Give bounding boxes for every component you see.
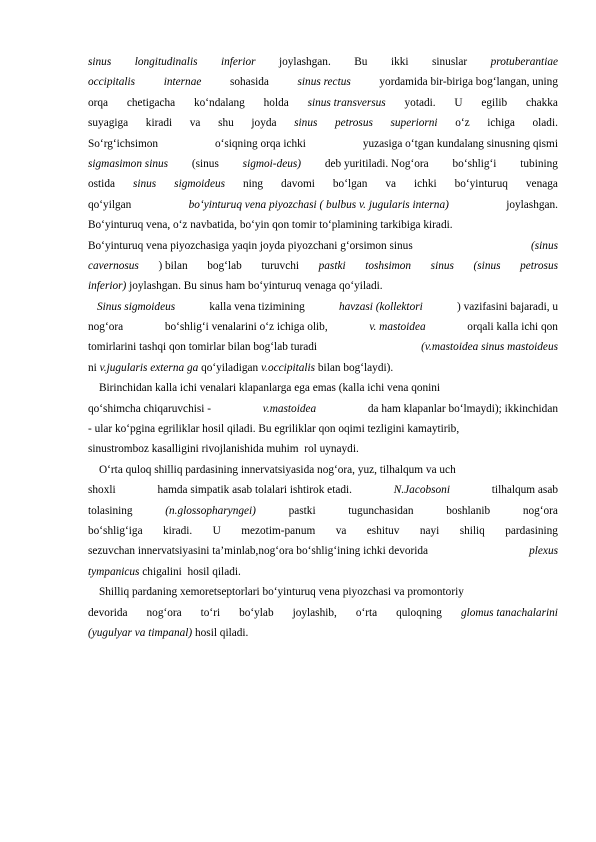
text-segment: o‘siqning orqa ichki xyxy=(214,137,306,150)
italic-term: sinus xyxy=(294,117,318,130)
text-line xyxy=(88,419,558,439)
text-segment: orqa xyxy=(88,96,109,109)
text-segment: sinustromboz kasalligini rivojlanishida muhim rol uynaydi. xyxy=(88,443,359,456)
text-segment: shoxli xyxy=(88,484,116,497)
text-segment: tubining xyxy=(520,157,558,170)
text-segment: kiradi xyxy=(145,117,173,130)
text-line xyxy=(88,337,558,357)
text-segment: suyagiga xyxy=(88,117,129,130)
text-segment: bo‘shlig‘i venalarini o‘z ichiga olib, xyxy=(164,321,328,334)
text-segment: qo‘shimcha chiqaruvchisi - xyxy=(88,402,211,415)
text-segment: Bo‘yinturuq vena piyozchasiga yaqin joyda piyozchani g‘orsimon sinus xyxy=(88,239,413,252)
text-segment: tolasining xyxy=(88,504,133,517)
italic-term: occipitalis xyxy=(88,76,136,89)
italic-term: pastki xyxy=(318,259,346,272)
italic-term: (sinus xyxy=(531,239,558,252)
italic-term: (yugulyar va timpanal) xyxy=(88,626,193,639)
italic-term: glomus tanachalarini xyxy=(460,606,558,619)
text-line xyxy=(88,460,558,480)
italic-term: toshsimon xyxy=(365,259,412,272)
text-segment: Birinchidan kalla ichi venalari klapanlarga ega emas (kalla ichi vena qonini xyxy=(99,382,441,395)
text-line xyxy=(88,582,558,602)
text-segment: o‘z xyxy=(455,117,470,130)
italic-term: sinus xyxy=(430,259,454,272)
italic-term: inferior xyxy=(220,56,256,68)
text-segment: sinuslar xyxy=(432,56,468,68)
text-line xyxy=(88,297,558,317)
text-line xyxy=(88,623,558,643)
text-segment: hamda simpatik asab tolalari ishtirok etadi. xyxy=(157,484,352,497)
text-segment: to‘ri xyxy=(200,606,221,619)
text-line xyxy=(88,541,558,561)
text-segment: ning xyxy=(242,178,264,191)
text-segment: yuzasiga o‘tgan kundalang sinusning qismi xyxy=(362,137,558,150)
text-line xyxy=(88,276,558,296)
text-segment: joylashgan. xyxy=(279,56,331,68)
text-segment: venaga xyxy=(525,178,558,191)
text-line xyxy=(88,521,558,541)
text-line xyxy=(88,603,558,623)
text-line xyxy=(88,52,558,72)
text-segment: bo‘lgan xyxy=(332,178,368,191)
text-segment: devorida xyxy=(88,606,128,619)
italic-term: v.occipitalis xyxy=(261,361,316,374)
text-segment: - ular ko‘pgina egriliklar hosil qiladi. Bu egriliklar qon oqimi tezligini kamaytirib, xyxy=(88,423,460,436)
italic-term: (v.mastoidea sinus mastoideus xyxy=(421,341,558,354)
text-line xyxy=(88,256,558,276)
italic-term: Sinus sigmoideus xyxy=(97,300,176,313)
text-segment: sezuvchan innervatsiyasini ta’minlab,nog‘ora bo‘shlig‘ining ichki devorida xyxy=(88,545,429,558)
text-segment: O‘rta quloq shilliq pardasining innervatsiyasida nog‘ora, yuz, tilhalqum va uch xyxy=(99,463,456,476)
text-segment: nayi xyxy=(419,524,440,537)
text-segment: ko‘ndalang xyxy=(194,96,245,109)
text-line xyxy=(88,317,558,337)
text-segment: ichki xyxy=(414,178,437,191)
text-line xyxy=(88,154,558,174)
text-segment: bilan bog‘laydi). xyxy=(315,361,394,374)
italic-term: (n.glossopharyngei) xyxy=(165,504,256,517)
text-segment: joylashgan. Bu sinus ham bo‘yinturuq venaga qo‘yiladi. xyxy=(126,280,383,293)
text-segment: va xyxy=(385,178,397,191)
italic-term: havzasi (kollektori xyxy=(338,300,423,313)
text-segment: hosil qiladi. xyxy=(192,626,249,639)
text-segment: holda xyxy=(263,96,289,109)
italic-term: sigmasimon sinus xyxy=(88,157,169,170)
text-segment: ) vazifasini bajaradi, u xyxy=(457,300,558,313)
text-segment: quloqning xyxy=(396,606,442,619)
text-segment: bo‘shlig‘iga xyxy=(88,524,143,537)
text-segment: bo‘shlig‘i xyxy=(452,157,497,170)
text-segment: ) bilan xyxy=(158,259,188,272)
text-line xyxy=(88,215,558,235)
text-segment: chakka xyxy=(525,96,558,109)
italic-term: plexus xyxy=(529,545,558,558)
text-segment: da ham klapanlar bo‘lmaydi); ikkinchidan xyxy=(367,402,558,415)
italic-term: sinus transversus xyxy=(307,96,386,109)
italic-term: tympanicus xyxy=(88,565,140,578)
text-segment: o‘rta xyxy=(355,606,378,619)
text-segment: va xyxy=(335,524,347,537)
italic-term: (sinus xyxy=(473,259,501,272)
italic-term: protuberantiae xyxy=(490,56,558,68)
text-segment: ikki xyxy=(390,56,409,68)
italic-term: cavernosus xyxy=(88,259,139,272)
italic-term: inferior) xyxy=(88,280,127,293)
text-line xyxy=(88,562,558,582)
text-segment: (sinus xyxy=(191,157,219,170)
text-segment: shu xyxy=(218,117,234,130)
text-line xyxy=(88,195,558,215)
text-segment: nog‘ora xyxy=(146,606,182,619)
text-segment: joyda xyxy=(251,117,277,130)
text-line xyxy=(88,501,558,521)
text-segment: joylashgan. xyxy=(506,198,558,211)
italic-term: v. mastoidea xyxy=(369,321,426,334)
italic-term: superiorni xyxy=(390,117,438,130)
text-segment: pardasining xyxy=(505,524,558,537)
text-line xyxy=(88,113,558,133)
italic-term: petrosus xyxy=(335,117,373,130)
text-segment: qo‘yiladigan xyxy=(198,361,261,374)
text-segment: kiradi. xyxy=(163,524,193,537)
italic-term: v.mastoidea xyxy=(262,402,317,415)
text-segment: ni xyxy=(88,361,100,374)
italic-term: internae xyxy=(163,76,202,89)
text-segment: bo‘yinturuq xyxy=(454,178,508,191)
text-segment: deb yuritiladi. Nog‘ora xyxy=(324,157,429,170)
text-segment: Bo‘yinturuq vena, o‘z navbatida, bo‘yin qon tomir to‘plamining tarkibiga kiradi. xyxy=(88,219,453,232)
text-line xyxy=(88,358,558,378)
text-segment: tilhalqum asab xyxy=(491,484,558,497)
text-segment: davomi xyxy=(281,178,315,191)
text-segment: shiliq xyxy=(459,524,485,537)
italic-term: N.Jacobsoni xyxy=(393,484,450,497)
text-segment: qo‘yilgan xyxy=(88,198,132,211)
text-line xyxy=(88,134,558,154)
text-line xyxy=(88,236,558,256)
text-segment: va xyxy=(189,117,201,130)
text-segment: nog‘ora xyxy=(88,321,124,334)
text-segment: joylashib, xyxy=(292,606,337,619)
italic-term: v.jugularis externa ga xyxy=(99,361,199,374)
text-segment: chetigacha xyxy=(126,96,176,109)
text-segment: So‘rg‘ichsimon xyxy=(88,137,159,150)
text-segment: mezotim-panum xyxy=(241,524,316,537)
italic-term: sinus xyxy=(132,178,157,191)
text-segment: tomirlarini tashqi qon tomirlar bilan bog‘lab turadi xyxy=(88,341,318,354)
text-segment: U xyxy=(212,524,221,537)
text-segment: yordamida bir-biriga bog‘langan, uning xyxy=(379,76,558,89)
text-segment: chigalini hosil qiladi. xyxy=(139,565,241,578)
text-segment: ostida xyxy=(88,178,115,191)
text-segment: eshituv xyxy=(366,524,400,537)
text-segment: bo‘ylab xyxy=(239,606,274,619)
text-segment: yotadi. xyxy=(404,96,436,109)
text-segment: tugunchasidan xyxy=(348,504,414,517)
italic-term: longitudinalis xyxy=(134,56,198,68)
text-segment: ichiga xyxy=(487,117,515,130)
text-segment: pastki xyxy=(288,504,316,517)
italic-term: sigmoideus xyxy=(174,178,226,191)
text-segment: oladi. xyxy=(532,117,558,130)
text-line xyxy=(88,72,558,92)
text-segment: sohasida xyxy=(229,76,269,89)
text-segment: boshlanib xyxy=(446,504,491,517)
text-line xyxy=(88,93,558,113)
text-segment: orqali kalla ichi qon xyxy=(467,321,558,334)
text-segment: U xyxy=(454,96,463,109)
text-line xyxy=(88,399,558,419)
text-segment: Bu xyxy=(354,56,368,68)
text-segment: kalla vena tizimining xyxy=(209,300,305,313)
text-segment: egilib xyxy=(481,96,508,109)
text-line xyxy=(88,378,558,398)
text-line xyxy=(88,439,558,459)
document-body xyxy=(88,52,558,643)
italic-term: bo‘yinturuq vena piyozchasi ( bulbus v. jugularis interna) xyxy=(188,198,449,211)
text-line xyxy=(88,174,558,194)
text-segment: Shilliq pardaning xemoretseptorlari bo‘yinturuq vena piyozchasi va promontoriy xyxy=(99,586,464,599)
text-line xyxy=(88,480,558,500)
italic-term: sinus rectus xyxy=(297,76,351,89)
text-segment: bog‘lab xyxy=(207,259,242,272)
italic-term: petrosus xyxy=(520,259,558,272)
italic-term: sigmoi-deus) xyxy=(242,157,302,170)
text-segment: turuvchi xyxy=(261,259,300,272)
italic-term: sinus xyxy=(88,56,112,68)
text-segment: nog‘ora xyxy=(522,504,558,517)
